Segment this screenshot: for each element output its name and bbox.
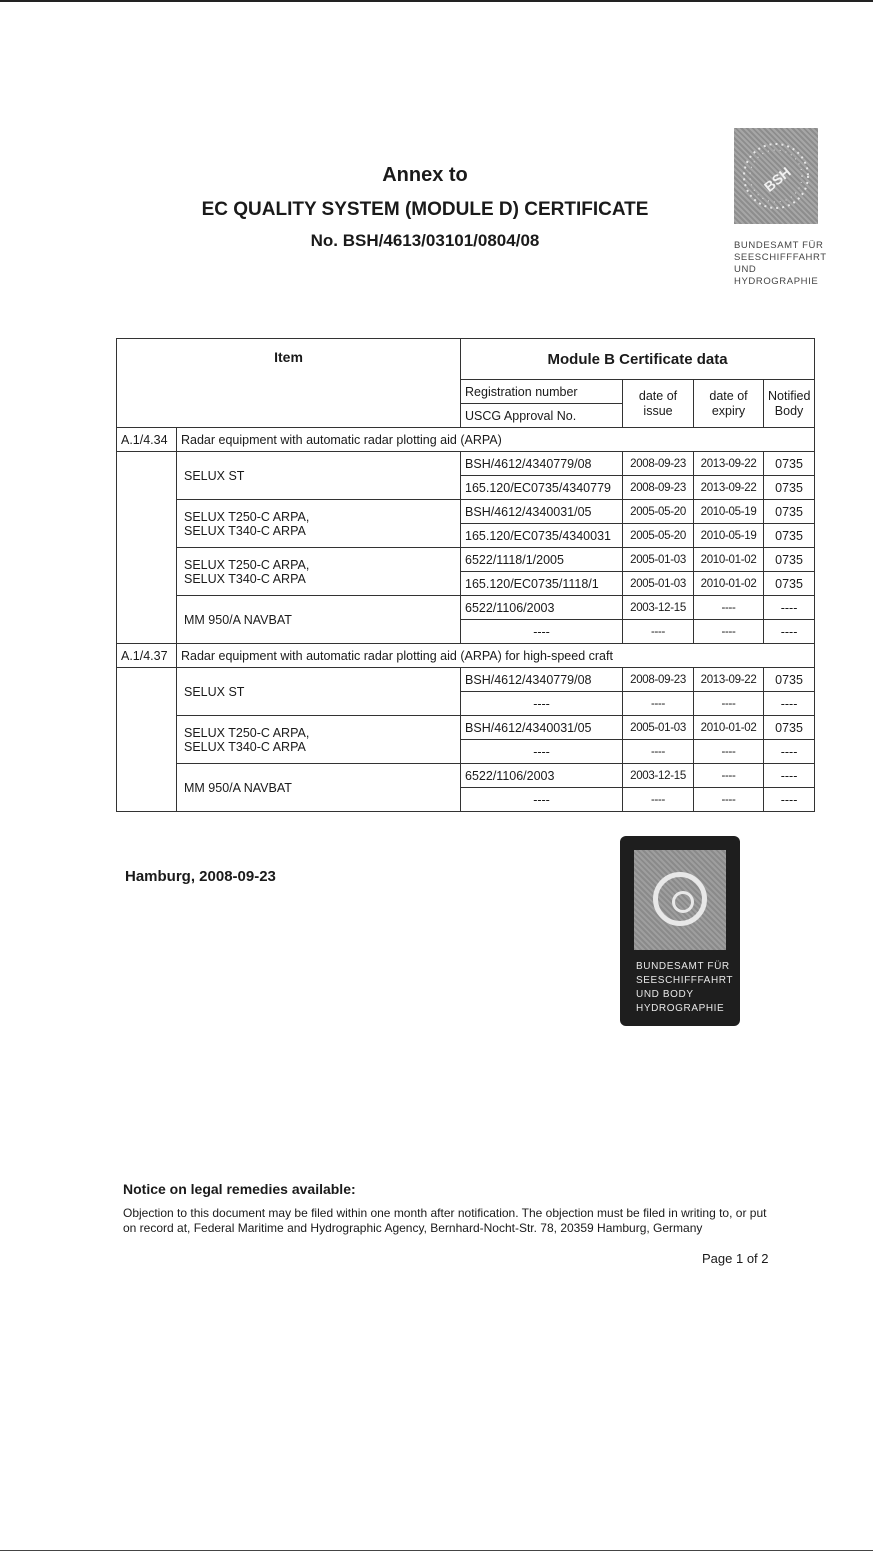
issue-header: date of issue (623, 380, 694, 428)
bsh-logo (734, 128, 818, 224)
registration-number: BSH/4612/4340779/08 (461, 452, 623, 476)
body-header: Notified Body (764, 380, 815, 428)
product-name: MM 950/A NAVBAT (177, 764, 461, 812)
bottom-rule (0, 1550, 873, 1551)
seal-line: UND BODY (636, 989, 694, 1000)
bsh-emblem-icon (734, 128, 818, 224)
issue-date: 2003-12-15 (623, 596, 694, 620)
certificate-table (116, 338, 815, 812)
table-row (117, 668, 815, 692)
notified-body: 0735 (764, 452, 815, 476)
issue-date: 2005-05-20 (623, 500, 694, 524)
issue-date: 2008-09-23 (623, 668, 694, 692)
category-row (117, 428, 815, 452)
product-name: SELUX ST (177, 452, 461, 500)
notified-body: 0735 (764, 668, 815, 692)
product-name: SELUX T250-C ARPA, SELUX T340-C ARPA (177, 500, 461, 548)
indent-cell (117, 668, 177, 812)
issue-date: 2008-09-23 (623, 476, 694, 500)
table-row (117, 548, 815, 572)
bsh-emblem-text: BSH (760, 163, 794, 195)
top-rule (0, 0, 873, 2)
table-row (117, 452, 815, 476)
notified-body: ---- (764, 692, 815, 716)
expiry-date: ---- (694, 692, 764, 716)
product-name: SELUX T250-C ARPA, SELUX T340-C ARPA (177, 548, 461, 596)
seal-image (634, 850, 726, 950)
issue-date: 2003-12-15 (623, 764, 694, 788)
issue-date: 2005-01-03 (623, 716, 694, 740)
issue-date: 2005-05-20 (623, 524, 694, 548)
notified-body: ---- (764, 764, 815, 788)
expiry-date: ---- (694, 764, 764, 788)
product-name: MM 950/A NAVBAT (177, 596, 461, 644)
logo-line: SEESCHIFFFAHRT (734, 252, 827, 263)
expiry-date: 2013-09-22 (694, 668, 764, 692)
registration-number: 6522/1106/2003 (461, 596, 623, 620)
notified-body: ---- (764, 620, 815, 644)
notified-body: 0735 (764, 500, 815, 524)
issue-date: 2005-01-03 (623, 548, 694, 572)
expiry-header: date of expiry (694, 380, 764, 428)
product-name: SELUX T250-C ARPA, SELUX T340-C ARPA (177, 716, 461, 764)
registration-number: ---- (461, 692, 623, 716)
certificate-number: No. BSH/4613/03101/0804/08 (310, 231, 540, 250)
table-row (117, 500, 815, 524)
uscg-header: USCG Approval No. (461, 404, 623, 428)
expiry-date: 2010-01-02 (694, 548, 764, 572)
category-title: Radar equipment with automatic radar plotting aid (ARPA) (177, 428, 815, 452)
category-code: A.1/4.34 (117, 428, 177, 452)
bsh-logo-text (734, 240, 827, 288)
issue-date: 2008-09-23 (623, 452, 694, 476)
category-code: A.1/4.37 (117, 644, 177, 668)
expiry-date: 2010-05-19 (694, 500, 764, 524)
item-header: Item (117, 339, 461, 428)
ship-wheel-icon (653, 872, 707, 926)
table-row (117, 764, 815, 788)
issue-date: ---- (623, 740, 694, 764)
logo-line: BUNDESAMT FÜR (734, 240, 824, 251)
registration-number: 6522/1118/1/2005 (461, 548, 623, 572)
notice-heading: Notice on legal remedies available: (123, 1181, 356, 1197)
registration-number: 165.120/EC0735/4340779 (461, 476, 623, 500)
certificate-table-body (117, 339, 815, 812)
notified-body: 0735 (764, 716, 815, 740)
notified-body: 0735 (764, 476, 815, 500)
product-name: SELUX ST (177, 668, 461, 716)
annex-title: Annex to (382, 164, 468, 186)
notified-body: 0735 (764, 524, 815, 548)
registration-number: BSH/4612/4340779/08 (461, 668, 623, 692)
registration-number: 6522/1106/2003 (461, 764, 623, 788)
document-title-block (120, 160, 730, 251)
indent-cell (117, 452, 177, 644)
place-date: Hamburg, 2008-09-23 (125, 868, 276, 885)
issue-date: ---- (623, 692, 694, 716)
expiry-date: 2013-09-22 (694, 452, 764, 476)
module-header: Module B Certificate data (461, 339, 815, 380)
registration-number: BSH/4612/4340031/05 (461, 500, 623, 524)
registration-number: 165.120/EC0735/4340031 (461, 524, 623, 548)
registration-number: ---- (461, 740, 623, 764)
seal-line: HYDROGRAPHIE (636, 1003, 725, 1014)
seal-line: BUNDESAMT FÜR (636, 961, 730, 972)
issue-date: 2005-01-03 (623, 572, 694, 596)
expiry-date: 2010-01-02 (694, 716, 764, 740)
certificate-title: EC QUALITY SYSTEM (MODULE D) CERTIFICATE (201, 199, 649, 220)
notice-text: Objection to this document may be filed within one month after notification. The objection must be filed in writing to, or put on record at, Federal Maritime and Hydrographic Agency, Bernhard-Nocht-Str. 78, 20359 Hamburg, Germany (123, 1206, 767, 1235)
registration-number: ---- (461, 620, 623, 644)
notified-body: ---- (764, 596, 815, 620)
notified-body: 0735 (764, 572, 815, 596)
expiry-date: 2013-09-22 (694, 476, 764, 500)
expiry-date: 2010-01-02 (694, 572, 764, 596)
expiry-date: 2010-05-19 (694, 524, 764, 548)
table-header-row (117, 339, 815, 380)
seal-text (636, 960, 733, 1016)
expiry-date: ---- (694, 740, 764, 764)
notified-body: ---- (764, 788, 815, 812)
expiry-date: ---- (694, 620, 764, 644)
registration-number: ---- (461, 788, 623, 812)
official-seal (620, 836, 740, 1026)
category-title: Radar equipment with automatic radar plotting aid (ARPA) for high-speed craft (177, 644, 815, 668)
issue-date: ---- (623, 620, 694, 644)
registration-number: BSH/4612/4340031/05 (461, 716, 623, 740)
category-row (117, 644, 815, 668)
table-row (117, 596, 815, 620)
page-number: Page 1 of 2 (702, 1251, 769, 1266)
expiry-date: ---- (694, 788, 764, 812)
table-row (117, 716, 815, 740)
seal-line: SEESCHIFFFAHRT (636, 975, 734, 986)
notified-body: ---- (764, 740, 815, 764)
notified-body: 0735 (764, 548, 815, 572)
expiry-date: ---- (694, 596, 764, 620)
logo-line: UND (734, 264, 757, 275)
logo-line: HYDROGRAPHIE (734, 276, 819, 287)
registration-number: 165.120/EC0735/1118/1 (461, 572, 623, 596)
issue-date: ---- (623, 788, 694, 812)
registration-header: Registration number (461, 380, 623, 404)
